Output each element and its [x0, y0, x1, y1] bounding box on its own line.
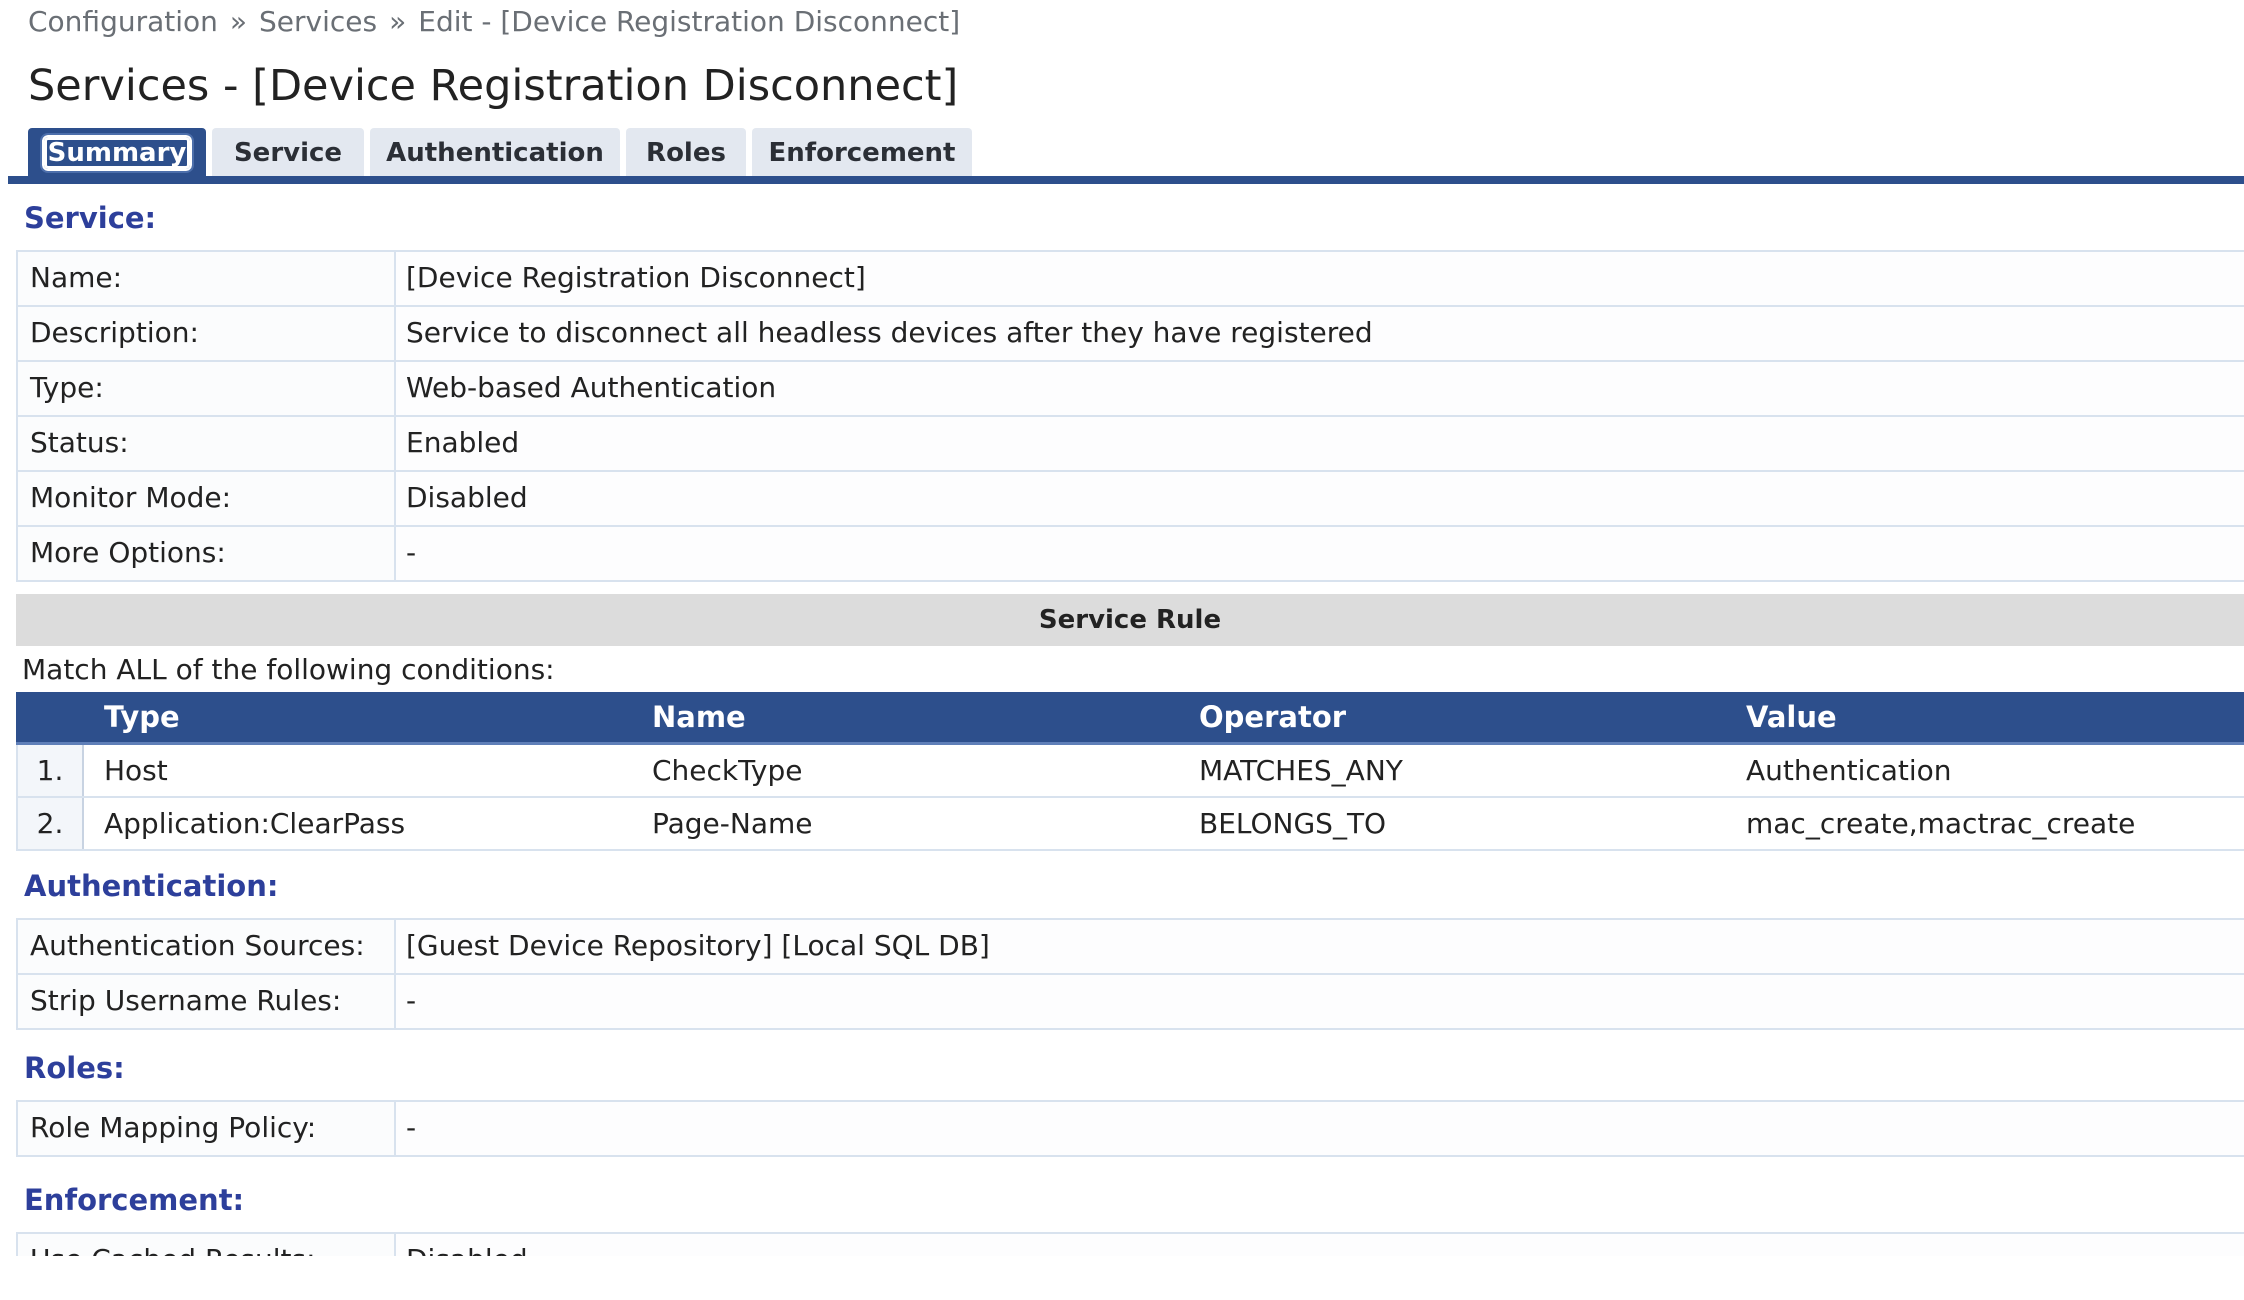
tab-service[interactable]: Service: [212, 128, 364, 178]
column-header-value: Value: [1746, 700, 1837, 734]
row-value: Enabled: [396, 417, 2244, 470]
row-value: -: [396, 975, 2244, 1028]
enforcement-section-title: Enforcement:: [24, 1183, 245, 1217]
column-header-name: Name: [652, 700, 746, 734]
authentication-section-title: Authentication:: [24, 869, 279, 903]
match-conditions-text: Match ALL of the following conditions:: [22, 653, 555, 686]
cell-type: Host: [104, 754, 168, 787]
row-label: Strip Username Rules:: [16, 975, 396, 1028]
breadcrumb-separator: »: [389, 5, 407, 38]
service-section-title: Service:: [24, 201, 157, 235]
row-label: Description:: [16, 307, 396, 360]
row-value: Service to disconnect all headless devices after they have registered: [396, 307, 2244, 360]
tab-bar: [28, 128, 978, 178]
breadcrumb-services[interactable]: Services: [259, 5, 378, 38]
row-value: [Guest Device Repository] [Local SQL DB]: [396, 920, 2244, 973]
row-label: More Options:: [16, 527, 396, 580]
table-row: [16, 470, 2244, 525]
row-label: Name:: [16, 252, 396, 305]
conditions-table-header: [16, 692, 2244, 745]
table-row: [16, 798, 2244, 851]
column-header-number: [16, 692, 84, 742]
breadcrumb-configuration[interactable]: Configuration: [28, 5, 218, 38]
row-value: -: [396, 527, 2244, 580]
row-label: Status:: [16, 417, 396, 470]
breadcrumb: [28, 4, 960, 40]
tab-enforcement[interactable]: Enforcement: [752, 128, 972, 178]
authentication-summary-table: [16, 918, 2244, 1030]
table-row: [16, 360, 2244, 415]
roles-section-title: Roles:: [24, 1051, 125, 1085]
cell-name: CheckType: [652, 754, 803, 787]
tab-authentication[interactable]: Authentication: [370, 128, 620, 178]
cell-name: Page-Name: [652, 807, 813, 840]
viewport-clip: [0, 1256, 2244, 1300]
cell-operator: MATCHES_ANY: [1199, 754, 1403, 787]
table-row: [16, 305, 2244, 360]
roles-summary-table: [16, 1100, 2244, 1157]
table-row: [16, 525, 2244, 582]
row-number: 1.: [16, 745, 84, 796]
table-row: [16, 415, 2244, 470]
tab-roles[interactable]: Roles: [626, 128, 746, 178]
column-header-type: Type: [104, 700, 180, 734]
row-value: Disabled: [396, 472, 2244, 525]
row-label: Type:: [16, 362, 396, 415]
row-label: Authentication Sources:: [16, 920, 396, 973]
service-rule-header: Service Rule: [16, 594, 2244, 646]
row-value: [Device Registration Disconnect]: [396, 252, 2244, 305]
row-label: Role Mapping Policy:: [16, 1102, 396, 1155]
breadcrumb-separator: »: [229, 5, 248, 38]
tab-bar-underline: [8, 176, 2244, 184]
conditions-table: [16, 692, 2244, 851]
cell-value: mac_create,mactrac_create: [1746, 807, 2136, 840]
page-title: Services - [Device Registration Disconnect]: [28, 61, 959, 111]
cell-value: Authentication: [1746, 754, 1952, 787]
cell-operator: BELONGS_TO: [1199, 807, 1387, 840]
table-row: [16, 918, 2244, 973]
table-row: [16, 250, 2244, 305]
row-value: Web-based Authentication: [396, 362, 2244, 415]
table-row: [16, 1100, 2244, 1157]
row-number: 2.: [16, 798, 84, 849]
column-header-operator: Operator: [1199, 700, 1347, 734]
tab-summary[interactable]: Summary: [28, 128, 206, 178]
service-summary-table: [16, 250, 2244, 582]
cell-type: Application:ClearPass: [104, 807, 406, 840]
breadcrumb-current: Edit - [Device Registration Disconnect]: [418, 5, 961, 38]
table-row: [16, 973, 2244, 1030]
row-value: -: [396, 1102, 2244, 1155]
table-row: [16, 745, 2244, 798]
row-label: Monitor Mode:: [16, 472, 396, 525]
